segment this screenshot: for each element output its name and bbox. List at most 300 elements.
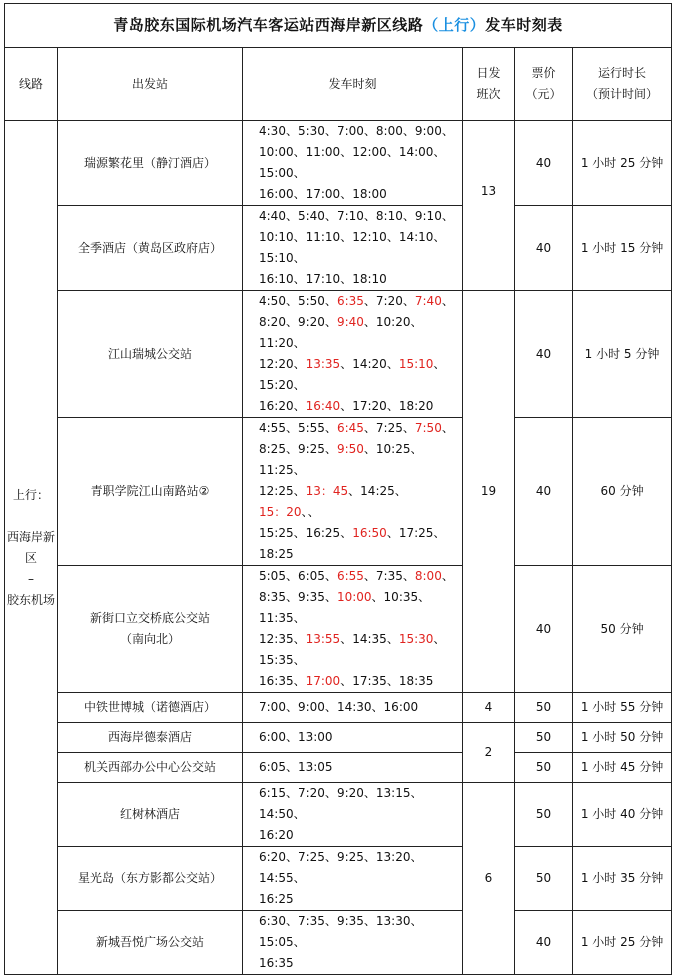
time-separator: 、 bbox=[410, 442, 423, 456]
time-separator: 、 bbox=[340, 526, 353, 540]
time-line bbox=[259, 439, 458, 481]
route-from-line2: 区 bbox=[24, 550, 37, 565]
table-row bbox=[5, 911, 672, 975]
departure-time: 11:00 bbox=[305, 145, 341, 159]
route-to: 胶东机场 bbox=[6, 592, 55, 607]
departure-time: 6:30 bbox=[259, 914, 286, 928]
header-duration bbox=[573, 48, 672, 121]
time-line bbox=[259, 481, 458, 523]
departure-time: 7:10 bbox=[336, 209, 364, 223]
time-separator: 、 bbox=[386, 230, 399, 244]
departure-time: 13:35 bbox=[305, 357, 341, 371]
station-name: 中铁世博城（诺德酒店） bbox=[83, 700, 216, 714]
departure-time: 9:00 bbox=[297, 700, 325, 714]
departure-time: 15:10 bbox=[398, 357, 434, 371]
header-daily-count bbox=[463, 48, 515, 121]
duration-cell: 1 小时 15 分钟 bbox=[573, 206, 672, 291]
departure-time: 5:05 bbox=[259, 569, 286, 583]
time-separator: 、 bbox=[285, 569, 298, 583]
table-row bbox=[5, 753, 672, 783]
duration-cell: 1 小时 5 分钟 bbox=[573, 291, 672, 418]
departure-time: 4:40 bbox=[259, 209, 286, 223]
time-separator: 、 bbox=[363, 850, 376, 864]
table-row bbox=[5, 693, 672, 723]
fare-cell: 50 bbox=[515, 847, 573, 911]
fare-cell: 40 bbox=[515, 291, 573, 418]
departure-time: 6:35 bbox=[336, 294, 364, 308]
departure-times-cell bbox=[243, 753, 463, 783]
departure-time: 15:25 bbox=[259, 526, 294, 540]
departure-time: 16:00 bbox=[259, 187, 294, 201]
time-separator: 、 bbox=[324, 209, 337, 223]
departure-time: 9:20 bbox=[336, 786, 364, 800]
departure-time: 15:35 bbox=[259, 653, 294, 667]
duration-cell: 60 分钟 bbox=[573, 418, 672, 566]
table-row bbox=[5, 418, 672, 566]
departure-time: 18:00 bbox=[352, 187, 387, 201]
departure-time: 15:20 bbox=[259, 378, 294, 392]
departure-time: 9:35 bbox=[336, 914, 364, 928]
time-separator: 、 bbox=[285, 730, 298, 744]
station-cell bbox=[58, 847, 243, 911]
time-separator: 、 bbox=[441, 124, 454, 138]
departure-time: 13:05 bbox=[297, 760, 333, 774]
duration-cell: 1 小时 55 分钟 bbox=[573, 693, 672, 723]
departure-time: 6:05 bbox=[297, 569, 325, 583]
fare-cell: 40 bbox=[515, 418, 573, 566]
departure-time: 7:20 bbox=[297, 786, 325, 800]
fare-cell: 40 bbox=[515, 121, 573, 206]
departure-time: 6:05 bbox=[259, 760, 286, 774]
time-separator: 、 bbox=[293, 251, 306, 265]
time-separator: 、 bbox=[348, 484, 361, 498]
station-cell bbox=[58, 693, 243, 723]
departure-time: 6:55 bbox=[336, 569, 364, 583]
time-separator: 、 bbox=[307, 505, 320, 519]
title-prefix: 青岛胶东国际机场汽车客运站西海岸新区线路 bbox=[113, 16, 424, 34]
route-direction: 上行： bbox=[12, 487, 49, 502]
time-separator: 、 bbox=[293, 611, 306, 625]
daily-count-cell: 2 bbox=[463, 723, 515, 783]
time-separator: 、 bbox=[285, 590, 298, 604]
time-separator: 、 bbox=[433, 632, 446, 646]
departure-time: 10:10 bbox=[259, 230, 294, 244]
duration-cell: 1 小时 50 分钟 bbox=[573, 723, 672, 753]
departure-time: 6:20 bbox=[259, 850, 286, 864]
station-cell bbox=[58, 121, 243, 206]
fare-cell: 50 bbox=[515, 723, 573, 753]
fare-cell: 40 bbox=[515, 566, 573, 693]
station-cell bbox=[58, 723, 243, 753]
time-line bbox=[259, 142, 458, 184]
departure-times-cell bbox=[243, 723, 463, 753]
time-separator: 、 bbox=[340, 357, 353, 371]
time-line bbox=[259, 825, 458, 846]
station-cell bbox=[58, 291, 243, 418]
departure-time: 13:30 bbox=[375, 914, 411, 928]
station-name: 青职学院江山南路站② bbox=[90, 484, 210, 498]
departure-time: 9:20 bbox=[297, 315, 325, 329]
time-separator: 、 bbox=[293, 871, 306, 885]
departure-time: 9:35 bbox=[297, 590, 325, 604]
title-highlight: （上行） bbox=[423, 16, 486, 34]
departure-time: 10:00 bbox=[259, 145, 294, 159]
time-separator: 、 bbox=[293, 935, 306, 949]
station-name: 新城吾悦广场公交站 bbox=[95, 935, 204, 949]
time-separator: 、 bbox=[293, 357, 306, 371]
departure-time: 12:35 bbox=[259, 632, 294, 646]
fare-cell: 40 bbox=[515, 911, 573, 975]
time-separator: 、 bbox=[363, 786, 376, 800]
departure-times-cell bbox=[243, 291, 463, 418]
time-separator: 、 bbox=[441, 209, 454, 223]
departure-time: 16:10 bbox=[259, 272, 294, 286]
time-separator: 、 bbox=[363, 209, 376, 223]
time-separator: 、 bbox=[293, 653, 306, 667]
departure-times-cell bbox=[243, 206, 463, 291]
departure-time: 4:50 bbox=[259, 294, 286, 308]
departure-time: 16:50 bbox=[352, 526, 387, 540]
time-line bbox=[259, 953, 458, 974]
departure-time: 13:20 bbox=[375, 850, 411, 864]
time-separator: 、 bbox=[285, 209, 298, 223]
time-separator: 、 bbox=[371, 700, 384, 714]
time-separator: 、 bbox=[285, 914, 298, 928]
departure-time: 15:05 bbox=[259, 935, 294, 949]
time-line bbox=[259, 566, 458, 587]
departure-time: 10:20 bbox=[375, 315, 411, 329]
time-separator: 、 bbox=[293, 145, 306, 159]
station-name: 西海岸德泰酒店 bbox=[107, 730, 192, 744]
header-fare bbox=[515, 48, 573, 121]
departure-time: 16:20 bbox=[259, 828, 294, 842]
time-separator: 、 bbox=[363, 124, 376, 138]
departure-time: 9:25 bbox=[336, 850, 364, 864]
time-separator: 、 bbox=[433, 230, 446, 244]
daily-count-cell: 19 bbox=[463, 291, 515, 693]
departure-time: 9:10 bbox=[414, 209, 442, 223]
departure-time: 9:00 bbox=[414, 124, 442, 138]
header-route: 线路 bbox=[5, 48, 58, 121]
departure-time: 17:10 bbox=[305, 272, 341, 286]
departure-time: 5:30 bbox=[297, 124, 325, 138]
time-separator: 、 bbox=[324, 569, 337, 583]
time-line bbox=[259, 291, 458, 312]
time-separator: 、 bbox=[293, 272, 306, 286]
station-name: 红树林酒店 bbox=[119, 807, 180, 821]
time-separator: 、 bbox=[418, 590, 431, 604]
time-separator: 、 bbox=[324, 124, 337, 138]
departure-time: 8:20 bbox=[259, 315, 286, 329]
departure-time: 16:35 bbox=[259, 674, 294, 688]
time-line bbox=[259, 269, 458, 290]
duration-cell: 50 分钟 bbox=[573, 566, 672, 693]
time-line bbox=[259, 783, 458, 825]
table-row bbox=[5, 206, 672, 291]
departure-time: 7:00 bbox=[259, 700, 286, 714]
time-line bbox=[259, 911, 458, 953]
departure-time: 12:25 bbox=[259, 484, 294, 498]
header-daily-count-line2: 班次 bbox=[476, 87, 501, 101]
duration-cell: 1 小时 35 分钟 bbox=[573, 847, 672, 911]
departure-time: 10:35 bbox=[383, 590, 419, 604]
departure-time: 17:00 bbox=[305, 674, 341, 688]
departure-time: 14:55 bbox=[259, 871, 294, 885]
header-fare-line1: 票价 bbox=[531, 66, 556, 80]
time-line bbox=[259, 697, 458, 718]
time-separator: 、 bbox=[293, 230, 306, 244]
departure-times-cell bbox=[243, 121, 463, 206]
station-name: 机关西部办公中心公交站 bbox=[83, 760, 216, 774]
time-separator: 、 bbox=[410, 914, 423, 928]
time-separator: 、 bbox=[340, 145, 353, 159]
time-separator: 、 bbox=[441, 421, 454, 435]
departure-time: 13:55 bbox=[305, 632, 341, 646]
time-separator: 、 bbox=[363, 294, 376, 308]
departure-time: 11:10 bbox=[305, 230, 341, 244]
table-row bbox=[5, 291, 672, 418]
departure-time: 6:15 bbox=[259, 786, 286, 800]
time-separator: 、 bbox=[293, 399, 306, 413]
departure-time: 10:00 bbox=[336, 590, 372, 604]
time-separator: 、 bbox=[410, 315, 423, 329]
time-separator: 、 bbox=[386, 357, 399, 371]
time-separator: 、 bbox=[433, 526, 446, 540]
time-separator: 、 bbox=[285, 850, 298, 864]
departure-time: 16:40 bbox=[305, 399, 341, 413]
departure-time: 14:00 bbox=[398, 145, 434, 159]
time-separator: 、 bbox=[340, 632, 353, 646]
departure-time: 16:25 bbox=[305, 526, 341, 540]
time-line bbox=[259, 312, 458, 354]
departure-time: 5:55 bbox=[297, 421, 325, 435]
departure-time: 7:50 bbox=[414, 421, 442, 435]
station-cell bbox=[58, 911, 243, 975]
departure-time: 7:25 bbox=[375, 421, 403, 435]
station-cell bbox=[58, 783, 243, 847]
time-separator: 、 bbox=[386, 145, 399, 159]
time-separator: 、 bbox=[402, 421, 415, 435]
time-separator: 、 bbox=[433, 145, 446, 159]
header-duration-line1: 运行时长 bbox=[598, 66, 647, 80]
fare-cell: 40 bbox=[515, 206, 573, 291]
header-duration-line2: （预计时间） bbox=[586, 87, 659, 101]
time-line bbox=[259, 847, 458, 889]
time-line bbox=[259, 184, 458, 205]
departure-time: 18:10 bbox=[352, 272, 387, 286]
departure-time: 8:25 bbox=[259, 442, 286, 456]
time-separator: 、 bbox=[386, 632, 399, 646]
time-separator: 、 bbox=[324, 914, 337, 928]
station-name: 全季酒店（黄岛区政府店） bbox=[77, 240, 222, 255]
departure-time: 16:00 bbox=[383, 700, 419, 714]
departure-time: 9:40 bbox=[336, 315, 364, 329]
daily-count-cell: 13 bbox=[463, 121, 515, 291]
time-separator: 、 bbox=[293, 484, 306, 498]
departure-time: 13：45 bbox=[305, 484, 349, 498]
time-separator: 、 bbox=[324, 850, 337, 864]
departure-time: 18:20 bbox=[398, 399, 434, 413]
time-separator: 、 bbox=[394, 484, 407, 498]
station-name: 新街口立交桥底公交站 bbox=[89, 611, 210, 625]
station-name: 星光岛（东方影都公交站） bbox=[77, 871, 222, 885]
header-fare-line2: （元） bbox=[525, 87, 562, 101]
time-separator: 、 bbox=[386, 674, 399, 688]
departure-times-cell bbox=[243, 693, 463, 723]
time-line bbox=[259, 206, 458, 227]
table-row bbox=[5, 723, 672, 753]
fare-cell: 50 bbox=[515, 783, 573, 847]
time-separator: 、 bbox=[293, 187, 306, 201]
departure-time: 11:20 bbox=[259, 336, 294, 350]
departure-time: 14:35 bbox=[352, 632, 387, 646]
departure-times-cell bbox=[243, 418, 463, 566]
departure-time: 6:45 bbox=[336, 421, 364, 435]
station-name: （南向北） bbox=[119, 632, 180, 646]
departure-time: 14:30 bbox=[336, 700, 372, 714]
time-separator: 、 bbox=[293, 463, 306, 477]
departure-time: 7:25 bbox=[297, 850, 325, 864]
time-separator: 、 bbox=[433, 357, 446, 371]
time-separator: 、 bbox=[324, 421, 337, 435]
schedule-table bbox=[4, 3, 672, 975]
departure-time: 11:35 bbox=[259, 611, 294, 625]
departure-time: 15:00 bbox=[259, 166, 294, 180]
departure-time: 12:10 bbox=[352, 230, 387, 244]
time-separator: 、 bbox=[293, 166, 306, 180]
route-dash: – bbox=[28, 571, 34, 586]
time-line bbox=[259, 757, 458, 778]
header-station: 出发站 bbox=[58, 48, 243, 121]
time-separator: 、 bbox=[340, 187, 353, 201]
time-separator: 、 bbox=[371, 590, 384, 604]
table-row bbox=[5, 783, 672, 847]
time-line bbox=[259, 629, 458, 671]
time-line bbox=[259, 671, 458, 692]
page-title bbox=[5, 4, 672, 48]
time-separator: 、 bbox=[285, 786, 298, 800]
time-separator: 、 bbox=[410, 850, 423, 864]
time-separator: 、 bbox=[363, 914, 376, 928]
departure-time: 17:35 bbox=[352, 674, 387, 688]
time-separator: 、 bbox=[363, 315, 376, 329]
time-separator: 、 bbox=[285, 760, 298, 774]
duration-cell: 1 小时 40 分钟 bbox=[573, 783, 672, 847]
time-separator: 、 bbox=[402, 294, 415, 308]
station-cell bbox=[58, 753, 243, 783]
departure-time: 7:40 bbox=[414, 294, 442, 308]
departure-time: 14:50 bbox=[259, 807, 294, 821]
duration-cell: 1 小时 25 分钟 bbox=[573, 121, 672, 206]
departure-time: 14:25 bbox=[360, 484, 395, 498]
daily-count-cell: 6 bbox=[463, 783, 515, 975]
time-line bbox=[259, 523, 458, 565]
fare-cell: 50 bbox=[515, 693, 573, 723]
departure-time: 13:15 bbox=[375, 786, 411, 800]
time-separator: 、 bbox=[324, 700, 337, 714]
time-separator: 、 bbox=[340, 230, 353, 244]
time-separator: 、 bbox=[285, 124, 298, 138]
time-separator: 、 bbox=[402, 209, 415, 223]
departure-time: 15:30 bbox=[398, 632, 434, 646]
time-separator: 、 bbox=[363, 442, 376, 456]
station-cell bbox=[58, 418, 243, 566]
table-row bbox=[5, 121, 672, 206]
time-separator: 、 bbox=[285, 294, 298, 308]
time-separator: 、 bbox=[363, 421, 376, 435]
time-separator: 、 bbox=[324, 590, 337, 604]
departure-time: 17:25 bbox=[398, 526, 434, 540]
time-line bbox=[259, 418, 458, 439]
departure-time: 9:50 bbox=[336, 442, 364, 456]
departure-time: 6:00 bbox=[259, 730, 286, 744]
time-line bbox=[259, 587, 458, 629]
time-separator: 、 bbox=[301, 505, 308, 519]
time-separator: 、 bbox=[324, 442, 337, 456]
departure-time: 8:00 bbox=[375, 124, 403, 138]
departure-time: 7:35 bbox=[375, 569, 403, 583]
station-cell bbox=[58, 206, 243, 291]
time-separator: 、 bbox=[324, 315, 337, 329]
time-separator: 、 bbox=[293, 378, 306, 392]
departure-time: 16:25 bbox=[259, 892, 294, 906]
time-separator: 、 bbox=[285, 315, 298, 329]
station-name: 江山瑞城公交站 bbox=[107, 346, 192, 361]
departure-time: 7:35 bbox=[297, 914, 325, 928]
departure-time: 5:40 bbox=[297, 209, 325, 223]
time-separator: 、 bbox=[363, 569, 376, 583]
departure-time: 15：20 bbox=[259, 505, 302, 519]
time-separator: 、 bbox=[293, 674, 306, 688]
time-separator: 、 bbox=[441, 569, 454, 583]
table-row bbox=[5, 847, 672, 911]
title-suffix: 发车时刻表 bbox=[485, 16, 563, 34]
time-separator: 、 bbox=[324, 786, 337, 800]
departure-time: 5:50 bbox=[297, 294, 325, 308]
departure-time: 8:10 bbox=[375, 209, 403, 223]
departure-time: 8:35 bbox=[259, 590, 286, 604]
departure-time: 15:10 bbox=[259, 251, 294, 265]
time-line bbox=[259, 727, 458, 748]
time-line bbox=[259, 354, 458, 396]
time-separator: 、 bbox=[340, 674, 353, 688]
daily-count-cell: 4 bbox=[463, 693, 515, 723]
departure-time: 16:35 bbox=[259, 956, 294, 970]
time-separator: 、 bbox=[285, 442, 298, 456]
departure-times-cell bbox=[243, 783, 463, 847]
departure-time: 12:20 bbox=[259, 357, 294, 371]
departure-times-cell bbox=[243, 911, 463, 975]
time-separator: 、 bbox=[293, 807, 306, 821]
departure-time: 17:00 bbox=[305, 187, 341, 201]
fare-cell: 50 bbox=[515, 753, 573, 783]
header-times: 发车时刻 bbox=[243, 48, 463, 121]
departure-time: 16:20 bbox=[259, 399, 294, 413]
departure-time: 8:00 bbox=[414, 569, 442, 583]
departure-time: 7:00 bbox=[336, 124, 364, 138]
time-separator: 、 bbox=[402, 124, 415, 138]
departure-time: 4:55 bbox=[259, 421, 286, 435]
time-separator: 、 bbox=[340, 399, 353, 413]
time-line bbox=[259, 889, 458, 910]
departure-time: 14:20 bbox=[352, 357, 387, 371]
time-separator: 、 bbox=[293, 632, 306, 646]
departure-time: 4:30 bbox=[259, 124, 286, 138]
time-separator: 、 bbox=[402, 569, 415, 583]
departure-time: 18:35 bbox=[398, 674, 434, 688]
time-separator: 、 bbox=[285, 700, 298, 714]
time-separator: 、 bbox=[285, 421, 298, 435]
